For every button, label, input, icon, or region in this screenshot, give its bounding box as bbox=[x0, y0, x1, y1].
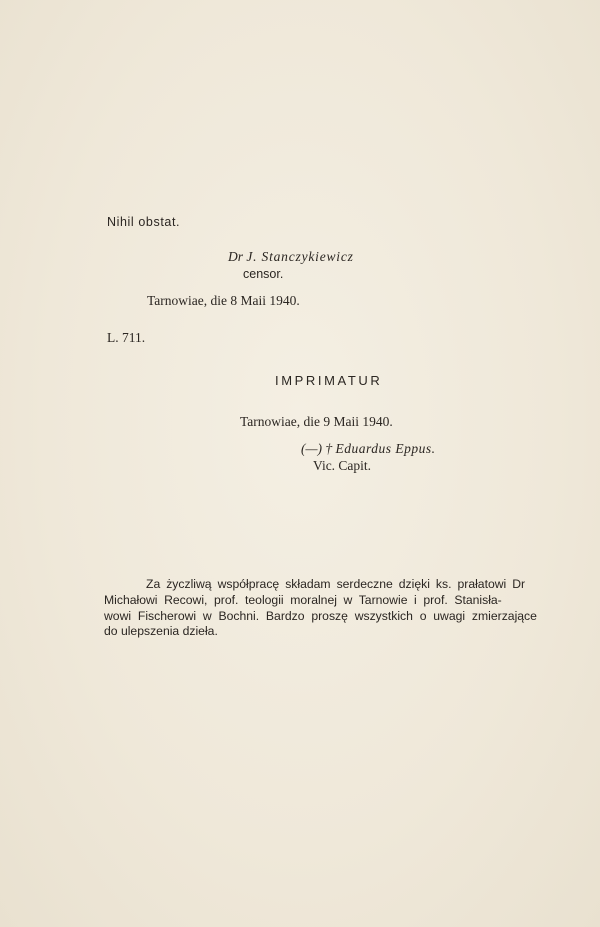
censor-name bbox=[228, 249, 354, 265]
acknowledgement-paragraph bbox=[104, 577, 537, 640]
acknowledgement-line: Michałowi Recowi, prof. teologii moralnej w Tarnowie i prof. Stanisła- bbox=[104, 592, 502, 607]
signature-prefix: (—) † bbox=[301, 441, 333, 456]
signature-name: Eduardus Eppus. bbox=[335, 441, 436, 456]
acknowledgement-line: Za życzliwą współpracę składam serdeczne dzięki ks. prałatowi Dr bbox=[146, 577, 526, 591]
nihil-obstat-label: Nihil obstat. bbox=[107, 215, 181, 229]
acknowledgement-line: do ulepszenia dzieła. bbox=[104, 624, 218, 639]
approbation-place-date: Tarnowiae, die 8 Maii 1940. bbox=[147, 293, 300, 308]
acknowledgement-line: wowi Fischerowi w Bochni. Bardzo proszę wszystkich o uwagi zmierzające bbox=[104, 608, 537, 623]
imprimatur-heading: IMPRIMATUR bbox=[275, 373, 383, 388]
censor-prefix: Dr bbox=[228, 249, 244, 264]
reference-number: L. 711. bbox=[107, 330, 146, 345]
imprimatur-place-date: Tarnowiae, die 9 Maii 1940. bbox=[240, 414, 393, 429]
censor-role: censor. bbox=[243, 267, 284, 281]
signature-role: Vic. Capit. bbox=[313, 458, 372, 473]
imprimatur-signature bbox=[301, 441, 436, 457]
censor-surname: J. Stanczykiewicz bbox=[246, 249, 354, 264]
